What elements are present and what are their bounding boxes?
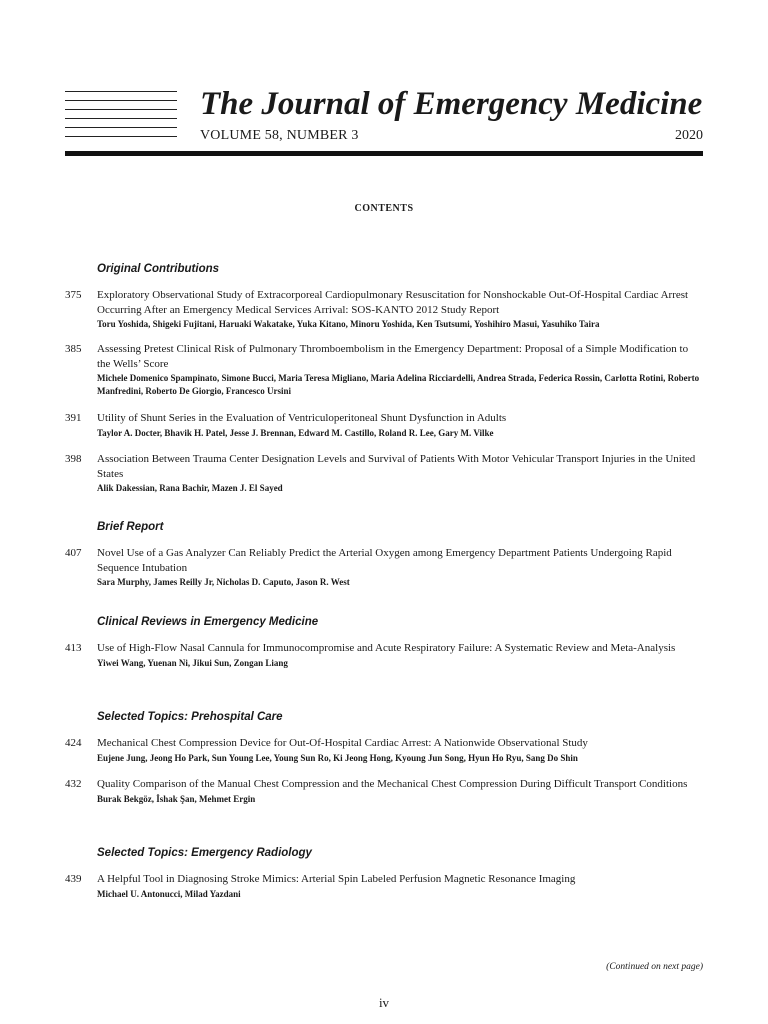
entry-authors: Michele Domenico Spampinato, Simone Bucci, Maria Teresa Migliano, Maria Adelina Ricciardelli, Andrea Strada, Federica Rossin, Carlotta Rotini, Roberto Manfredini, Roberto De Giorgio, Francesco Ursini [97,373,700,396]
entry-authors: Yiwei Wang, Yuenan Ni, Jikui Sun, Zongan Liang [97,657,288,668]
page-folio: iv [378,995,390,1010]
entry-title: Assessing Pretest Clinical Risk of Pulmonary Thromboembolism in the Emergency Department: Proposal of a Simple Modification to the Wells’ Score [97,343,689,370]
masthead-line [65,91,177,92]
entry-authors: Toru Yoshida, Shigeki Fujitani, Haruaki Wakatake, Yuka Kitano, Minoru Yoshida, Ken Tsutsumi, Yoshihiro Masui, Yasuhiko Taira [97,319,600,329]
masthead-line [65,100,177,101]
entry-title: Use of High-Flow Nasal Cannula for Immunocompromise and Acute Respiratory Failure: A Systematic Review and Meta-Analysis [97,642,676,654]
entry-authors: Taylor A. Docter, Bhavik H. Patel, Jesse J. Brennan, Edward M. Castillo, Roland R. Lee, Gary M. Vilke [97,427,494,438]
header-divider [65,151,703,156]
entry-title: Exploratory Observational Study of Extracorporeal Cardiopulmonary Resuscitation for Nonshockable Out-Of-Hospital Cardiac Arrest Occurring After an Emergency Medical Services Arrival: SOS-KANTO 2012 Study Report [97,289,689,316]
entry-page-number: 398 [65,453,82,465]
journal-title: The Journal of Emergency Medicine [200,86,703,122]
contents-heading: CONTENTS [354,203,414,214]
entry-page-number: 407 [65,547,82,559]
publication-year: 2020 [675,128,703,143]
section-heading: Clinical Reviews in Emergency Medicine [97,616,319,628]
entry-page-number: 439 [65,873,82,885]
entry-title: Utility of Shunt Series in the Evaluation of Ventriculoperitoneal Shunt Dysfunction in Adults [97,412,507,424]
entry-page-number: 413 [65,642,82,654]
entry-page-number: 391 [65,412,82,424]
entry-authors: Eujene Jung, Jeong Ho Park, Sun Young Lee, Young Sun Ro, Ki Jeong Hong, Kyoung Jun Song, Hyun Ho Ryu, Sang Do Shin [97,752,578,763]
masthead-line [65,127,177,128]
entry-title: Association Between Trauma Center Designation Levels and Survival of Patients With Motor Vehicular Transport Injuries in the United States [97,453,696,480]
section-heading: Selected Topics: Prehospital Care [97,711,283,723]
entry-page-number: 432 [65,778,82,790]
entry-authors: Burak Bekgöz, İshak Şan, Mehmet Ergin [97,793,256,804]
entry-authors: Alik Dakessian, Rana Bachir, Mazen J. El Sayed [97,483,283,493]
entry-authors: Michael U. Antonucci, Milad Yazdani [97,888,241,899]
entry-page-number: 424 [65,737,82,749]
section-heading: Selected Topics: Emergency Radiology [97,847,312,859]
masthead-line [65,118,177,119]
entry-authors: Sara Murphy, James Reilly Jr, Nicholas D. Caputo, Jason R. West [97,577,350,587]
entry-title: Quality Comparison of the Manual Chest Compression and the Mechanical Chest Compression During Difficult Transport Conditions [97,778,688,790]
section-heading: Brief Report [97,521,164,533]
entry-title: A Helpful Tool in Diagnosing Stroke Mimics: Arterial Spin Labeled Perfusion Magnetic Resonance Imaging [97,873,576,885]
masthead-line [65,136,177,137]
entry-page-number: 375 [65,289,82,301]
entry-page-number: 385 [65,343,82,355]
masthead-line [65,109,177,110]
section-heading: Original Contributions [97,263,220,275]
continued-note: (Continued on next page) [606,962,703,972]
entry-title: Mechanical Chest Compression Device for Out-Of-Hospital Cardiac Arrest: A Nationwide Observational Study [97,737,588,749]
volume-number: VOLUME 58, NUMBER 3 [200,128,359,143]
entry-title: Novel Use of a Gas Analyzer Can Reliably Predict the Arterial Oxygen among Emergency Department Patients Undergoing Rapid Sequence Intubation [97,547,672,574]
